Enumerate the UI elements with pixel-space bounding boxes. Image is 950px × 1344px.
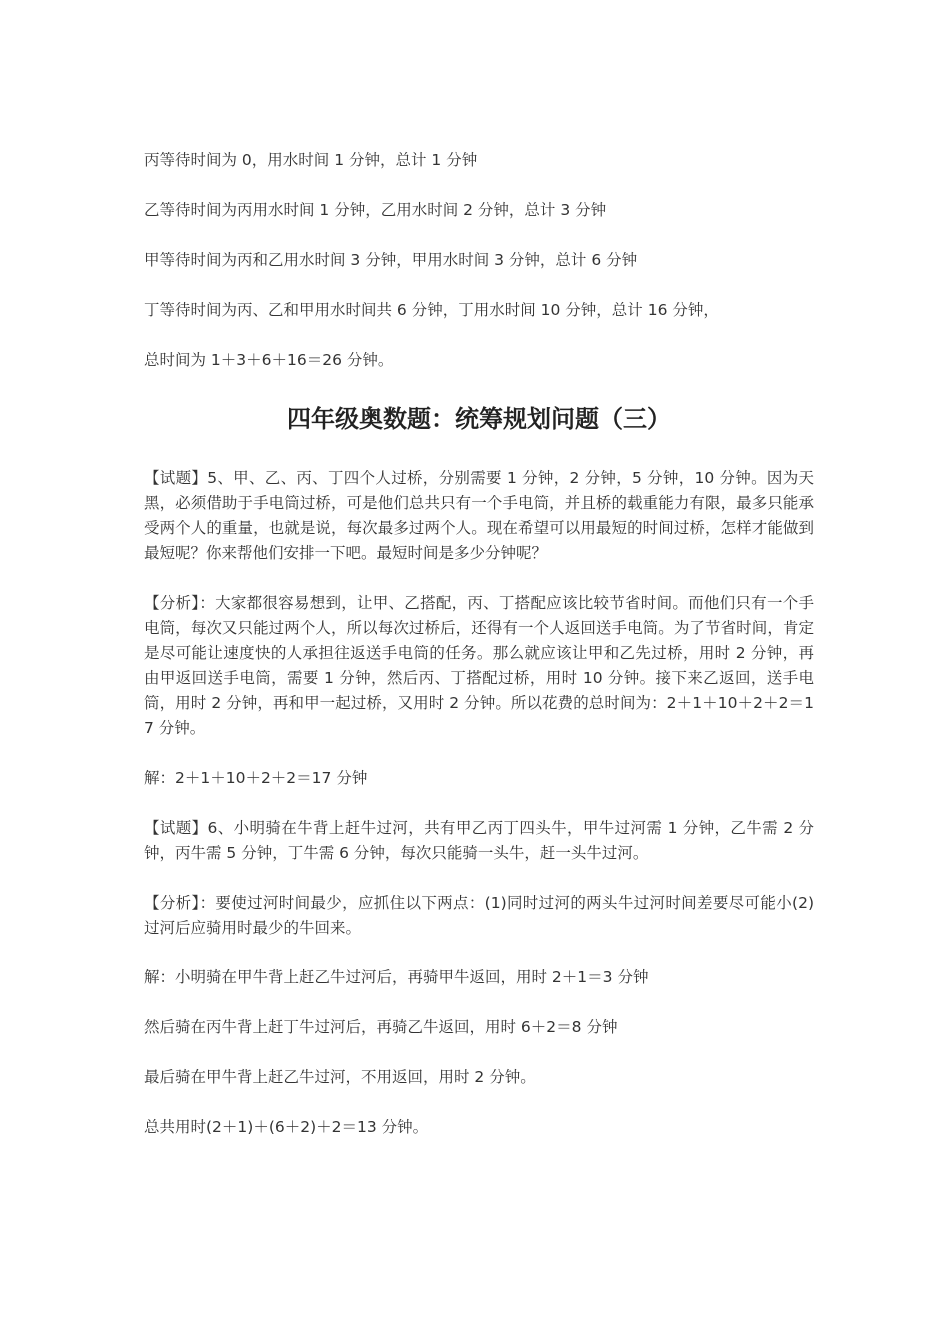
- solution-line-ding: 丁等待时间为丙、乙和甲用水时间共 6 分钟，丁用水时间 10 分钟，总计 16 分钟，: [144, 301, 719, 319]
- problem5-solution: 解：2＋1＋10＋2＋2＝17 分钟: [144, 769, 368, 787]
- problem5-analysis: 【分析】：大家都很容易想到，让甲、乙搭配，丙、丁搭配应该比较节省时间。而他们只有一个手电筒，每次又只能过两个人，所以每次过桥后，还得有一个人返回送手电筒。为了节省时间，肯定是尽可能让速度快的人承担往返送手电筒的任务。那么就应该让甲和乙先过桥，用时 2 分钟，再由甲返回送手电筒，需要 1 分钟，然后丙、丁搭配过桥，用时 10 分钟。接下来乙返回，送手电筒，用时 2 分钟，再和甲一起过桥，又用时 2 分钟。所以花费的总时间为：2＋1＋10＋2＋2＝17 分钟。: [144, 594, 814, 737]
- problem6-question: 【试题】6、小明骑在牛背上赶牛过河，共有甲乙丙丁四头牛，甲牛过河需 1 分钟，乙牛需 2 分钟，丙牛需 5 分钟，丁牛需 6 分钟，每次只能骑一头牛，赶一头牛过河。: [144, 819, 814, 862]
- problem5-question: 【试题】5、甲、乙、丙、丁四个人过桥，分别需要 1 分钟，2 分钟，5 分钟，10 分钟。因为天黑，必须借助于手电筒过桥，可是他们总共只有一个手电筒，并且桥的载重能力有限，最多只能承受两个人的重量，也就是说，每次最多过两个人。现在希望可以用最短的时间过桥，怎样才能做到最短呢？你来帮他们安排一下吧。最短时间是多少分钟呢？: [144, 469, 814, 562]
- problem6-solution-total: 总共用时(2＋1)＋(6＋2)＋2＝13 分钟。: [144, 1118, 429, 1136]
- problem6-solution-step2: 然后骑在丙牛背上赶丁牛过河后，再骑乙牛返回，用时 6＋2＝8 分钟: [144, 1018, 618, 1036]
- solution-line-yi: 乙等待时间为丙用水时间 1 分钟，乙用水时间 2 分钟，总计 3 分钟: [144, 201, 607, 219]
- solution-line-total: 总时间为 1＋3＋6＋16＝26 分钟。: [144, 351, 394, 369]
- section-title: 四年级奥数题：统筹规划问题（三）: [287, 404, 671, 433]
- problem6-analysis: 【分析】：要使过河时间最少，应抓住以下两点：(1)同时过河的两头牛过河时间差要尽可能小(2)过河后应骑用时最少的牛回来。: [144, 894, 814, 937]
- solution-line-bing: 丙等待时间为 0，用水时间 1 分钟，总计 1 分钟: [144, 151, 478, 169]
- solution-line-jia: 甲等待时间为丙和乙用水时间 3 分钟，甲用水时间 3 分钟，总计 6 分钟: [144, 251, 638, 269]
- problem6-solution-step1: 解：小明骑在甲牛背上赶乙牛过河后，再骑甲牛返回，用时 2＋1＝3 分钟: [144, 968, 649, 986]
- problem6-solution-step3: 最后骑在甲牛背上赶乙牛过河，不用返回，用时 2 分钟。: [144, 1068, 536, 1086]
